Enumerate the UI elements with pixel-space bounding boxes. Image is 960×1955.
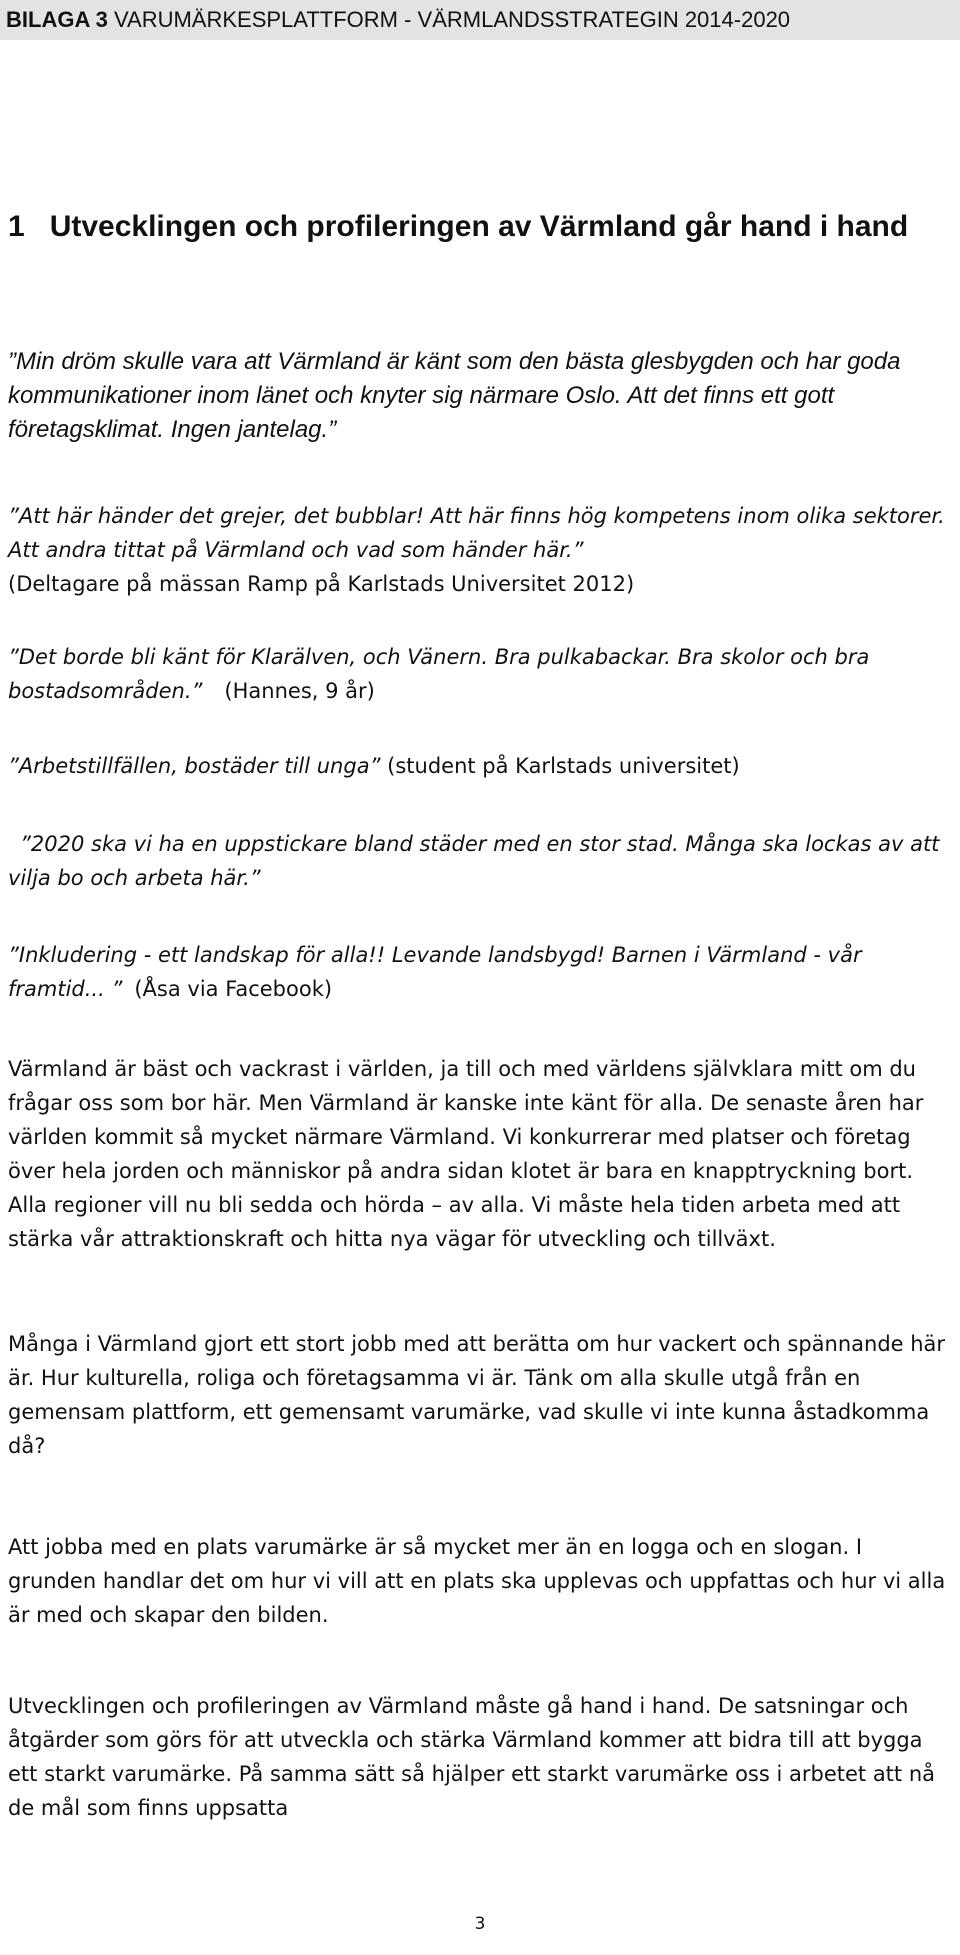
section-heading: [8, 205, 948, 249]
quote-attribution: (Deltagare på mässan Ramp på Karlstads Universitet 2012): [8, 572, 635, 596]
quote-attribution: (student på Karlstads universitet): [387, 754, 740, 778]
quote-1: [8, 345, 954, 447]
quote-text: ”Inkludering - ett landskap för alla!! Levande landsbygd! Barnen i Värmland - vår framtid... ”: [8, 943, 862, 1001]
quote-text: ”Att här händer det grejer, det bubblar! Att här finns hög kompetens inom olika sektorer. Att andra tittat på Värmland och vad som händer här.”: [8, 504, 945, 562]
running-header-label: BILAGA 3: [6, 7, 108, 32]
quote-5: [8, 827, 954, 895]
quote-text: ”Arbetstillfällen, bostäder till unga”: [8, 754, 381, 778]
quote-2: [8, 499, 954, 601]
quote-3: [8, 640, 954, 708]
section-number: 1: [8, 210, 25, 243]
quote-attribution: (Åsa via Facebook): [134, 977, 333, 1001]
running-header: [0, 0, 960, 40]
running-header-text: [6, 7, 790, 33]
page-number: 3: [474, 1914, 486, 1934]
section-title: Utvecklingen och profileringen av Värmland går hand i hand: [49, 210, 909, 243]
body-paragraph-1: Värmland är bäst och vackrast i världen, ja till och med världens självklara mitt om du frågar oss som bor här. Men Värmland är kanske inte känt för alla. De senaste åren har världen kommit så mycket närmare Värmland. Vi konkurrerar med platser och företag över hela jorden och människor på andra sidan klotet är bara en knapptryckning bort. Alla regioner vill nu bli sedda och hörda – av alla. Vi måste hela tiden arbeta med att stärka vår attraktionskraft och hitta nya vägar för utveckling och tillväxt.: [8, 1057, 924, 1251]
body-paragraph-2: Många i Värmland gjort ett stort jobb med att berätta om hur vackert och spännande här är. Hur kulturella, roliga och företagsamma vi är. Tänk om alla skulle utgå från en gemensam plattform, ett gemensamt varumärke, vad skulle vi inte kunna åstadkomma då?: [8, 1332, 946, 1458]
body-paragraph-4: Utvecklingen och profileringen av Värmland måste gå hand i hand. De satsningar och åtgärder som görs för att utveckla och stärka Värmland kommer att bidra till att bygga ett starkt varumärke. På samma sätt så hjälper ett starkt varumärke oss i arbetet att nå de mål som finns uppsatta: [8, 1694, 936, 1820]
body-paragraph-3: Att jobba med en plats varumärke är så mycket mer än en logga och en slogan. I grunden handlar det om hur vi vill att en plats ska upplevas och uppfattas och hur vi alla är med och skapar den bilden.: [8, 1535, 946, 1627]
quote-text: ”2020 ska vi ha en uppstickare bland städer med en stor stad. Många ska lockas av att vilja bo och arbeta här.”: [8, 832, 940, 890]
quote-text: ”Min dröm skulle vara att Värmland är känt som den bästa glesbygden och har goda kommunikationer inom länet och knyter sig närmare Oslo. Att det finns ett gott företagsklimat. Ingen jantelag.”: [8, 348, 901, 443]
quote-text: ”Det borde bli känt för Klarälven, och Vänern. Bra pulkabackar. Bra skolor och bra bostadsområden.”: [8, 645, 870, 703]
running-header-title: VARUMÄRKESPLATTFORM - VÄRMLANDSSTRATEGIN 2014-2020: [113, 7, 791, 32]
quote-6: [8, 938, 954, 1006]
quote-4: [8, 749, 954, 783]
quote-attribution: (Hannes, 9 år): [224, 679, 375, 703]
